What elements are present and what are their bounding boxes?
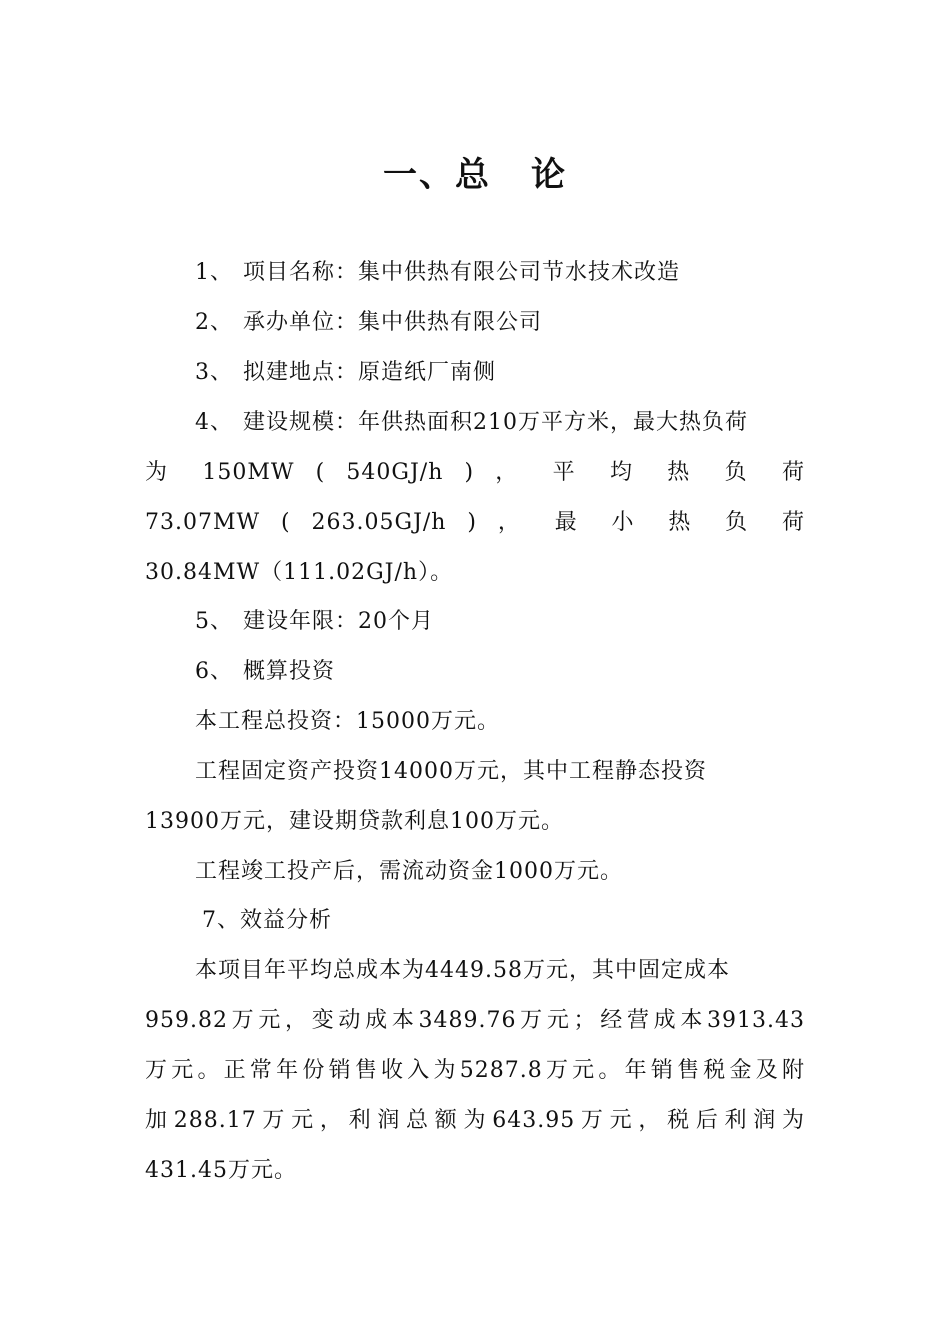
item-number: 2、 — [195, 310, 233, 335]
scale-line-1: 为 150MW ( 540GJ/h ) ， 平 均 热 负 荷 — [145, 460, 805, 485]
item-number: 1、 — [195, 260, 233, 285]
title-part-1: 一、总 — [383, 155, 491, 195]
investment-total: 本工程总投资：15000万元。 — [195, 709, 500, 734]
item-number: 4、 — [195, 410, 233, 435]
scale-line-2: 73.07MW ( 263.05GJ/h ) ， 最 小 热 负 荷 — [145, 510, 805, 535]
benefit-line-4: 加288.17万元，利润总额为643.95万元，税后利润为 — [145, 1108, 805, 1133]
item-1 — [195, 258, 855, 288]
investment-fixed-line-1: 工程固定资产投资14000万元，其中工程静态投资 — [195, 759, 707, 784]
item-text: 概算投资 — [243, 659, 336, 684]
benefit-line-5: 431.45万元。 — [145, 1158, 297, 1183]
item-text: 承办单位：集中供热有限公司 — [243, 310, 543, 335]
item-number: 3、 — [195, 360, 233, 385]
item-3 — [195, 358, 855, 388]
item-text: 拟建地点：原造纸厂南侧 — [243, 360, 497, 385]
working-capital: 工程竣工投产后，需流动资金1000万元。 — [195, 859, 623, 884]
item-number: 6、 — [195, 659, 233, 684]
item-4 — [195, 408, 855, 438]
item-text: 项目名称：集中供热有限公司节水技术改造 — [243, 260, 681, 285]
item-5 — [195, 607, 855, 637]
item-text: 建设规模：年供热面积210万平方米，最大热负荷 — [243, 410, 748, 435]
item-2 — [195, 308, 855, 338]
item-text: 建设年限：20个月 — [243, 609, 434, 634]
benefit-heading: 7、效益分析 — [202, 908, 332, 933]
benefit-line-3: 万元。正常年份销售收入为5287.8万元。年销售税金及附 — [145, 1058, 805, 1083]
title-part-2: 论 — [531, 155, 567, 195]
item-6 — [195, 657, 855, 687]
investment-fixed-line-2: 13900万元，建设期贷款利息100万元。 — [145, 809, 564, 834]
section-title — [0, 150, 950, 200]
benefit-line-2: 959.82万元，变动成本3489.76万元；经营成本3913.43 — [145, 1008, 805, 1033]
item-number: 5、 — [195, 609, 233, 634]
benefit-line-1: 本项目年平均总成本为4449.58万元，其中固定成本 — [195, 958, 730, 983]
scale-line-3: 30.84MW（111.02GJ/h）。 — [145, 560, 454, 585]
